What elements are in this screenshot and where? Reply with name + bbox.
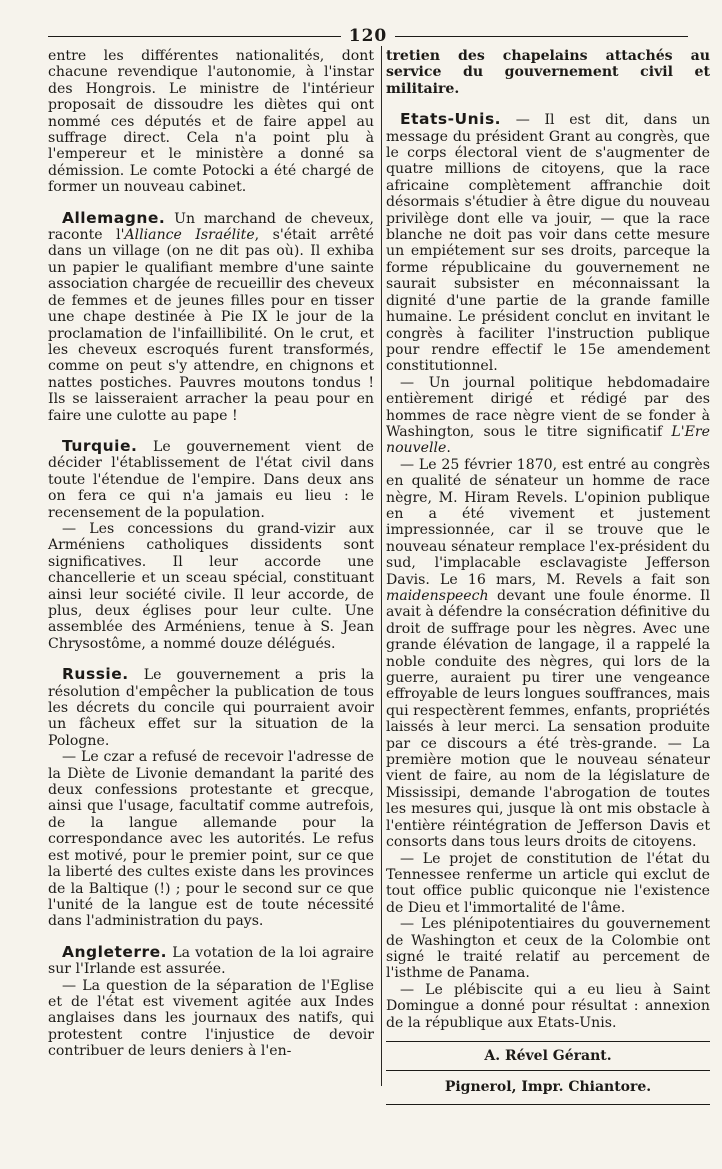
etats-unis-paragraph-5: — Les plénipotentiaires du gouvernement de Washington et ceux de la Colombie ont signé le traité relatif au percement de l'isthme de Panama. [386, 916, 710, 982]
turquie-paragraph: Turquie. Le gouvernement vient de décider l'établissement de l'état civil dans toute l'étendue de l'empire. Dans deux ans on fera ce qui n'a jamais eu lieu : le recensement de la population. [48, 436, 374, 521]
etats-unis-paragraph: Etats-Unis. — Il est dit, dans un message du président Grant au congrès, que le corps électoral vient de s'augmenter de quatre millions de citoyens, que la race africaine complètement affranchie doit désormais s'étudier à être digue du nouveau privilège dont elle va jouir, — que la race blanche ne doit pas voir dans cette mesure un empiétement sur ses droits, parceque la forme républicaine du gouvernement ne saurait subsister en méconnaissant la dignité d'une partie de la grande famille humaine. Le président conclut en invitant le congrès à faciliter l'instruction publique pour rendre effectif le 15e amendement constitutionnel. [386, 110, 710, 375]
continuation-paragraph: tretien des chapelains attachés au service du gouvernement civil et militaire. [386, 48, 710, 97]
angleterre-paragraph-2: — La question de la séparation de l'Eglise et de l'état est vivement agitée aux Indes anglaises dans les journaux des natifs, qui protestent contre l'injustice de devoir contribuer de leurs deniers à l'en- [48, 977, 374, 1060]
russie-paragraph: Russie. Le gouvernement a pris la résolution d'empêcher la publication de tous les décrets du concile qui pourraient avoir un fâcheux effet sur la situation de la Pologne. [48, 665, 374, 749]
section-heading-russie: Russie. [62, 665, 129, 684]
etats-unis-paragraph-2: — Un journal politique hebdomadaire entièrement dirigé et rédigé par des hommes de race nègre vient de se fonder à Washington, sous le titre significatif L'Ere nouvelle. [386, 374, 710, 457]
section-heading-allemagne: Allemagne. [62, 208, 166, 227]
left-column [48, 48, 374, 1109]
etats-unis-paragraph-4: — Le projet de constitution de l'état du Tennessee renferme un article qui exclut de tout office public quiconque nie l'existence de Dieu et l'immortalité de l'âme. [386, 850, 710, 916]
austria-paragraph: entre les différentes nationalités, dont chacune revendique l'autonomie, à l'instar des Hongrois. Le ministre de l'intérieur proposait de dissoudre les diètes qui ont nommé ces députés et de faire appel au suffrage direct. Cela n'a point plu à l'empereur et le ministère a donné sa démission. Le comte Potocki a été chargé de former un nouveau cabinet. [48, 48, 374, 196]
section-heading-turquie: Turquie. [62, 436, 138, 455]
header-rule-left [48, 36, 341, 37]
page-number: 120 [348, 26, 388, 46]
right-column [386, 48, 710, 1109]
turquie-paragraph-2: — Les concessions du grand-vizir aux Arméniens catholiques dissidents sont significatives. Il leur accorde une chancellerie et un sceau spécial, constituant ainsi leur société civile. Il leur accorde, de plus, deux églises pour leur culte. Une assemblée des Arméniens, tenue à S. Jean Chrysostôme, a nommé douze délégués. [48, 520, 374, 652]
page-header [48, 26, 688, 46]
etats-unis-paragraph-3: — Le 25 février 1870, est entré au congrès en qualité de sénateur un homme de race nègre, M. Hiram Revels. L'opinion publique en a été vivement et justement impressionnée, car il se trouve que le nouveau sénateur remplace l'ex-président du sud, l'implacable esclavagiste Jefferson Davis. Le 16 mars, M. Revels a fait son maidenspeech devant une foule énorme. Il avait à défendre la consécration définitive du droit de suffrage pour les nègres. Avec une grande élévation de langage, il a rappelé la noble conduite des nègres, qui lors de la guerre, auraient pu tirer une vengeance effroyable de leurs longues souffrances, mais qui respectèrent femmes, enfants, propriétés laissés à leur merci. La sensation produite par ce discours a été très-grande. — La première motion que le nouveau sénateur vient de faire, au nom de la législature de Mississipi, demande l'abrogation de toutes les mesures qui, jusque là ont mis obstacle à l'entière réintégration de Jefferson Davis et consorts dans tous leurs droits de citoyens. [386, 456, 710, 851]
header-rule-right [395, 36, 688, 37]
printer-imprint: Pignerol, Impr. Chiantore. [386, 1070, 710, 1104]
russie-paragraph-2: — Le czar a refusé de recevoir l'adresse de la Diète de Livonie demandant la parité des deux confessions protestante et grecque, ainsi que l'usage, facultatif comme autrefois, de la langue allemande pour la correspondance avec les autorités. Le refus est motivé, pour le premier point, sur ce que la liberté des cultes existe dans les provinces de la Baltique (!) ; pour le second sur ce que l'unité de la langue est de toute nécessité dans l'administration du pays. [48, 749, 374, 930]
signature-line: A. Rével Gérant. [386, 1041, 710, 1064]
angleterre-paragraph: Angleterre. La votation de la loi agraire sur l'Irlande est assurée. [48, 942, 374, 978]
column-divider [381, 46, 382, 1086]
section-heading-etats-unis: Etats-Unis. [400, 110, 502, 129]
etats-unis-paragraph-6: — Le plébiscite qui a eu lieu à Saint Domingue a donné pour résultat : annexion de la république aux Etats-Unis. [386, 981, 710, 1031]
allemagne-paragraph: Allemagne. Un marchand de cheveux, raconte l'Alliance Israélite, s'était arrêté dans un village (on ne dit pas où). Il exhiba un papier le qualifiant membre d'une sainte association chargée de recueillir des cheveux de femmes et de jeunes filles pour en tisser une chape destinée à Pie IX le jour de la proclamation de l'infaillibilité. On le crut, et les cheveux escroqués furent transformés, comme on peut s'y attendre, en chignons et nattes postiches. Pauvres moutons tondus ! Ils se laisseraient arracher la peau pour en faire une culotte au pape ! [48, 208, 374, 424]
section-heading-angleterre: Angleterre. [62, 942, 168, 961]
